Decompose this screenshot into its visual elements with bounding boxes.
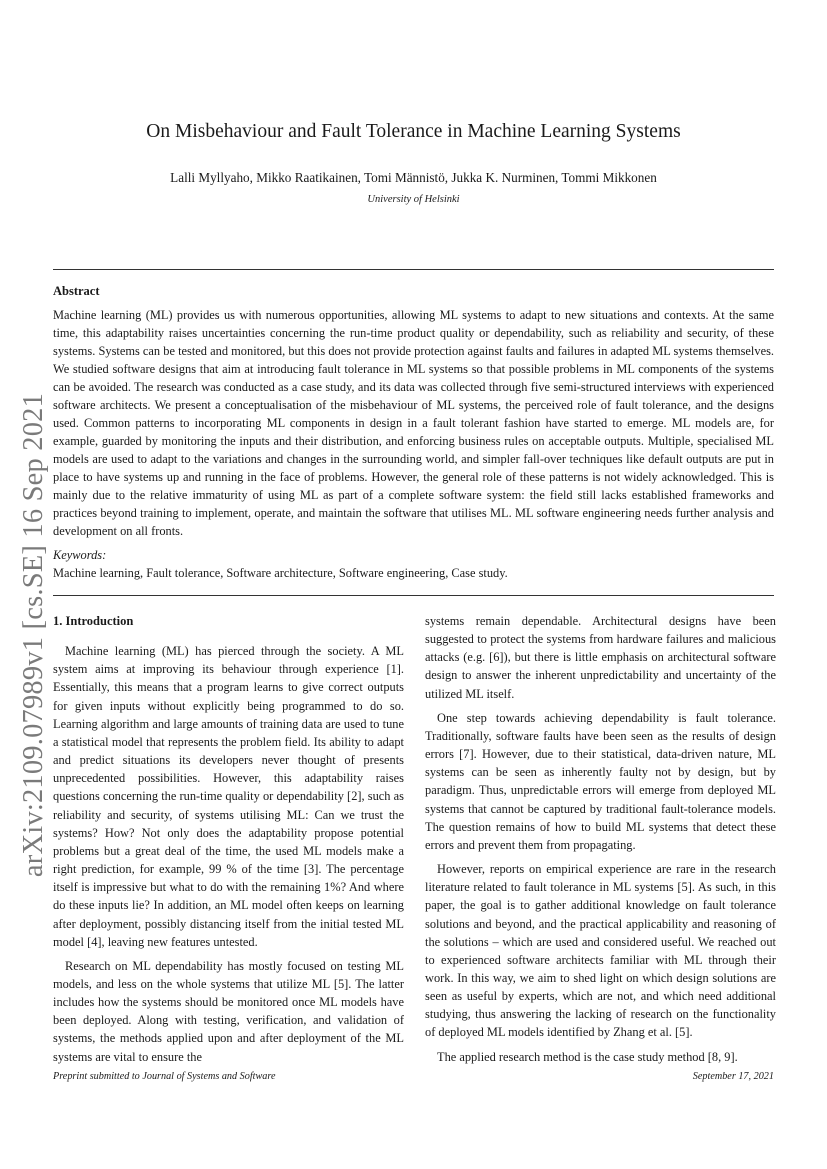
arxiv-id: arXiv:2109.07989v1 [cs.SE] 16 Sep 2021 <box>18 392 50 878</box>
footer-date: September 17, 2021 <box>692 1071 774 1082</box>
paragraph: systems remain dependable. Architectural designs have been suggested to protect the systems from hardware failures and malicious attacks (e.g. [6]), but there is little emphasis on architectural software design to answer the inherent unpredictability and uncertainty of the utilized ML itself. <box>425 614 776 701</box>
keywords-label: Keywords: <box>53 548 107 562</box>
arxiv-stamp <box>12 370 56 900</box>
author-list: Lalli Myllyaho, Mikko Raatikainen, Tomi Männistö, Jukka K. Nurminen, Tommi Mikkonen <box>170 170 657 185</box>
paragraph: However, reports on empirical experience are rare in the research literature related to fault tolerance in ML systems [5]. As such, in this paper, the goal is to gather additional knowledge on fault tolerance solutions and beyond, and the practical applicability and reasoning of the solutions – which are used and considered useful. We reached out to experienced software architects familiar with ML through their work. In this way, we aim to shed light on which design solutions are seen as useful by experts, which are not, and which need additional studying, thus answering the lacking of research on the functionality of deployed ML models identified by Zhang et al. [5]. <box>425 862 776 1040</box>
section-heading: 1. Introduction <box>53 614 134 628</box>
affiliation: University of Helsinki <box>367 194 460 205</box>
abstract-text: Machine learning (ML) provides us with numerous opportunities, allowing ML systems to adapt to new situations and contexts. At the same time, this adaptability raises uncertainties concerning the run-time product quality or dependability, such as reliability and security, of these systems. Systems can be tested and monitored, but this does not provide protection against faults and failures in adapted ML systems themselves. We studied software designs that aim at introducing fault tolerance in ML systems so that possible problems in ML components of the systems can be avoided. The research was conducted as a case study, and its data was collected through five semi-structured interviews with experienced software architects. We present a conceptualisation of the misbehaviour of ML systems, the perceived role of fault tolerance, and the designs used. Common patterns to incorporating ML components in design in a fault tolerant fashion have started to emerge. ML models are, for example, guarded by monitoring the inputs and their distribution, and enforcing business rules on acceptable outputs. Multiple, specialised ML models are used to adapt to the variations and changes in the surrounding world, and simpler fall-over techniques like default outputs are put in place to have systems up and running in the face of problems. However, the general role of these patterns is not widely acknowledged. This is mainly due to the relative immaturity of using ML as part of a complete software system: the field still lacks established frameworks and practices beyond training to implement, operate, and maintain the software that utilises ML. ML software engineering needs further analysis and development on all fronts. <box>53 308 774 538</box>
abstract-section <box>53 284 774 582</box>
right-column <box>425 612 776 1072</box>
paragraph: One step towards achieving dependability is fault tolerance. Traditionally, software faults have been seen as the results of design errors [7]. However, due to their statistical, data-driven nature, ML systems can be seen as inherently faulty not by design, but by paradigm. Thus, unpredictable errors will emerge from deployed ML systems that cannot be captured by traditional fault-tolerance models. The question remains of how to build ML systems that detect these errors and prevent them from propagating. <box>425 710 776 852</box>
abstract-top-rule <box>53 269 774 270</box>
paragraph: Machine learning (ML) has pierced through the society. A ML system aims at improving its behaviour through experience [1]. Essentially, this means that a program learns to give correct outputs for given inputs without explicitly being programmed to do so. Learning algorithm and large amounts of training data are used to tune a statistical model that represents the problem field. Its ability to adapt and predict situations its developers never thought of presents unprecedented possibilities. However, this adaptability raises questions concerning the run-time quality or dependability [2], such as reliability and security, of systems utilising ML: Can we trust the systems? How? Not only does the adaptability propose potential problems but a great deal of the time, the used ML models make a right prediction, for example, 99 % of the time [3]. The percentage itself is impressive but what to do with the remaining 1%? And where do these inputs lie? In addition, an ML model often keeps on learning after deployment, possibly distancing itself from the initial tested ML model [4], leaving new features untested. <box>53 644 404 949</box>
keywords-text: Machine learning, Fault tolerance, Software architecture, Software engineering, Case study. <box>53 566 508 580</box>
abstract-bottom-rule <box>53 595 774 596</box>
left-column <box>53 612 404 1072</box>
paragraph: The applied research method is the case study method [8, 9]. <box>437 1049 738 1064</box>
paper-title: On Misbehaviour and Fault Tolerance in Machine Learning Systems <box>146 121 681 142</box>
abstract-heading: Abstract <box>53 284 100 298</box>
paragraph: Research on ML dependability has mostly focused on testing ML models, and less on the whole systems that utilize ML [5]. The latter includes how the systems should be monitored once ML models have been deployed. Along with testing, verification, and validation of systems, the methods applied upon and after deployment of the ML systems are vital to ensure the <box>53 958 404 1064</box>
footer-journal: Preprint submitted to Journal of Systems and Software <box>53 1071 276 1082</box>
